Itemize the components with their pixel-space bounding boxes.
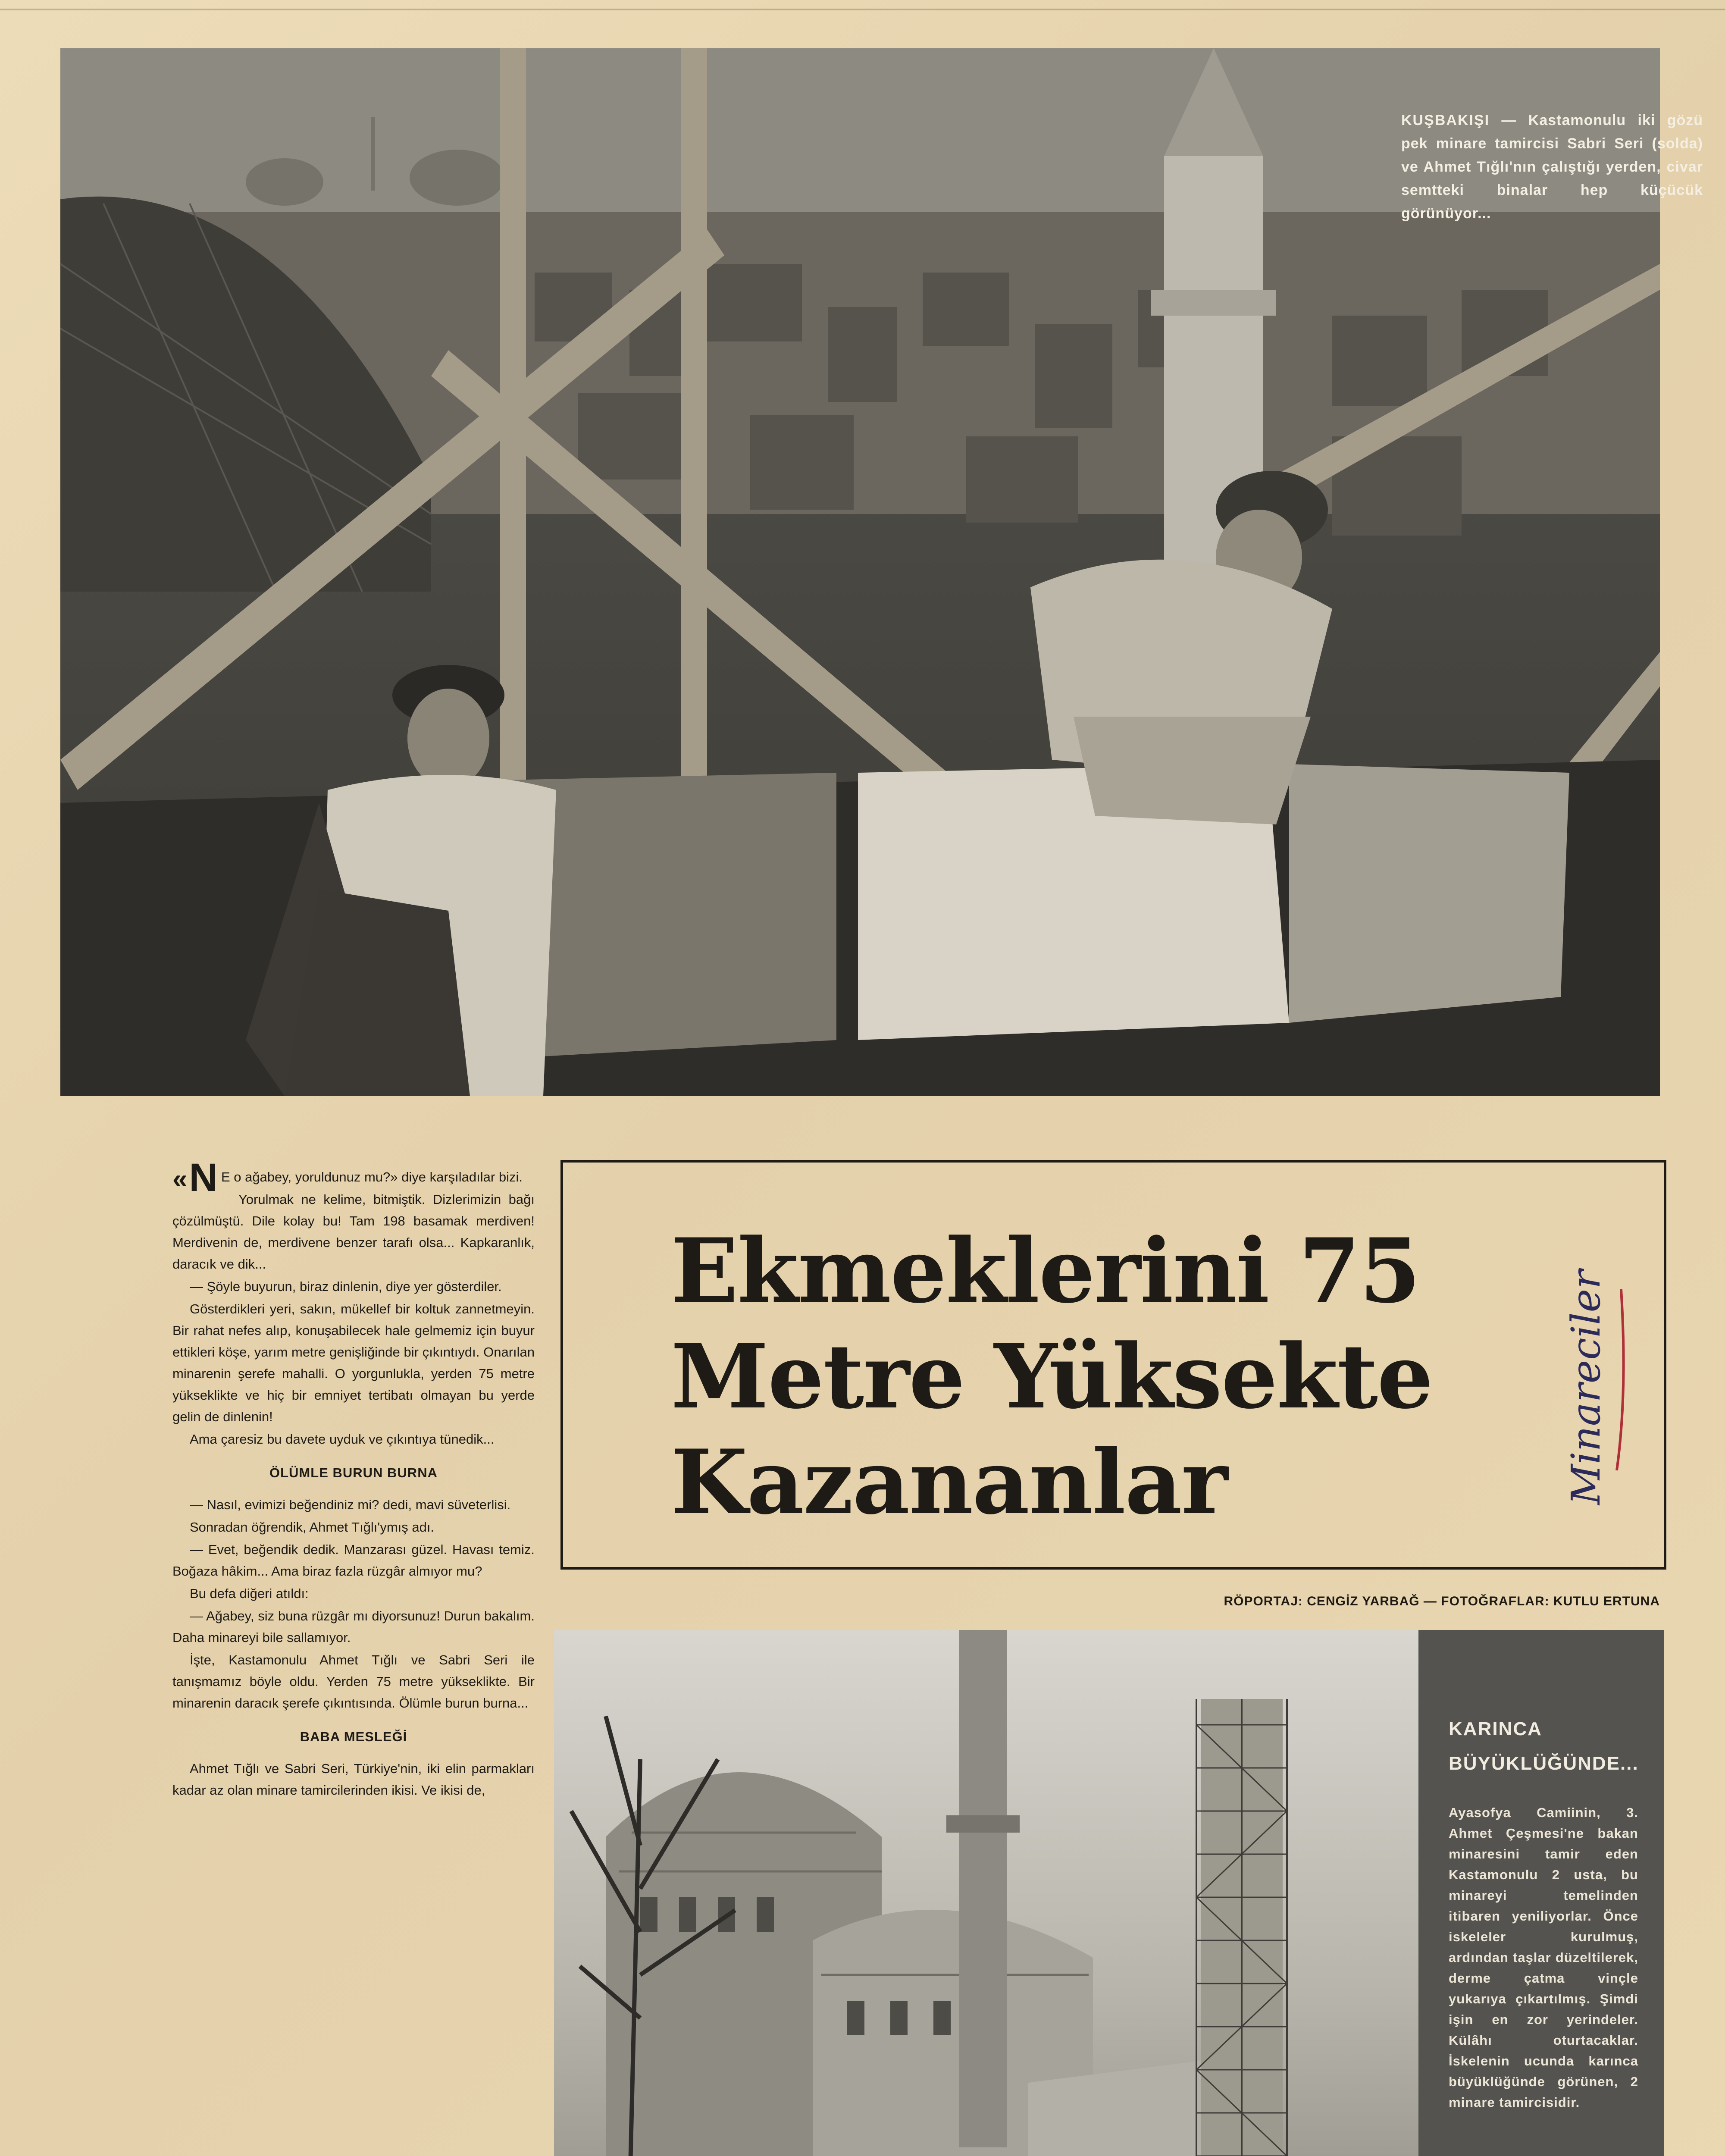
subheading-olumle: ÖLÜMLE BURUN BURNA	[269, 1465, 438, 1480]
article-paragraph-3: — Şöyle buyurun, biraz dinlenin, diye yer gösterdiler.	[190, 1279, 502, 1294]
side-caption-title	[1449, 1712, 1647, 1781]
article-paragraph-5: Ama çaresiz bu davete uyduk ve çıkıntıya tünedik...	[190, 1432, 495, 1447]
article-paragraph-2: Yorulmak ne kelime, bitmiştik. Dizlerimizin bağı çözülmüştü. Dile kolay bu! Tam 198 basamak merdiven! Merdivenin de, merdivene benzer tarafı olsa... Kapkaranlık, daracık ve dik...	[172, 1192, 535, 1272]
caption-lead: KUŞBAKIŞI	[1401, 112, 1490, 128]
side-title-line-1: KARINCA	[1449, 1718, 1542, 1739]
article-paragraph-9: Bu defa diğeri atıldı:	[190, 1586, 309, 1601]
headline-box	[560, 1160, 1666, 1570]
headline-line-3: Kazananlar	[671, 1431, 1227, 1534]
article-paragraph-1	[172, 1156, 535, 1200]
headline-line-2: Metre Yüksekte	[671, 1325, 1433, 1429]
dropcap-letter: N	[189, 1156, 218, 1200]
handwritten-note-text: Minareciler	[1563, 1270, 1609, 1505]
article-paragraph-4: Gösterdikleri yeri, sakın, mükellef bir koltuk zannetmeyin. Bir rahat nefes alıp, konuşabilecek hale gelmemiz için buyur ettikleri köşe, yarım metre genişliğinde bir çıkıntıydı. Onarılan minarenin şerefe mahalli. O yorgunlukla, yerden 75 metre yükseklikte ve hiç bir emniyet tertibatı olmayan bu yerde gelin de dinlenin!	[172, 1301, 535, 1424]
article-paragraph-8: — Evet, beğendik dedik. Manzarası güzel. Havası temiz. Boğaza hâkim... Ama biraz fazla rüzgâr almıyor mu?	[172, 1542, 535, 1579]
handwritten-note-signature	[1552, 1263, 1638, 1522]
bottom-photograph	[554, 1630, 1421, 2156]
top-photo-caption	[1401, 109, 1703, 225]
top-fold-line	[0, 9, 1725, 10]
mosque-minaret-illustration	[554, 1630, 1421, 2156]
byline: RÖPORTAJ: CENGİZ YARBAĞ — FOTOĞRAFLAR: KUTLU ERTUNA	[1224, 1594, 1660, 1608]
side-caption-box	[1418, 1630, 1664, 2156]
article-paragraph-6: — Nasıl, evimizi beğendiniz mi? dedi, mavi süveterlisi.	[190, 1497, 511, 1512]
side-title-line-2: BÜYÜKLÜĞÜNDE...	[1449, 1753, 1639, 1774]
article-paragraph-11: İşte, Kastamonulu Ahmet Tığlı ve Sabri Seri ile tanışmamız böyle oldu. Yerden 75 metre yükseklikte. Bir minarenin daracık şerefe çıkıntısında. Ölümle burun burna...	[172, 1652, 535, 1711]
top-photograph	[60, 48, 1703, 1096]
opening-quote: «	[172, 1164, 188, 1194]
headline-line-1: Ekmeklerini 75	[671, 1219, 1420, 1323]
caption-text: — Kastamonulu iki gözü pek minare tamircisi Sabri Seri (solda) ve Ahmet Tığlı'nın çalıştığı yerden, civar semtteki binalar hep küçücük görünüyor...	[1401, 112, 1703, 222]
article-column	[172, 1156, 535, 2102]
article-paragraph-12: Ahmet Tığlı ve Sabri Seri, Türkiye'nin, iki elin parmakları kadar az olan minare tamircilerinden ikisi. Ve ikisi de,	[172, 1761, 535, 1798]
subheading-baba: BABA MESLEĞİ	[300, 1729, 407, 1744]
paragraph-text: E o ağabey, yoruldunuz mu?» diye karşıladılar bizi.	[221, 1169, 523, 1185]
headline	[671, 1219, 1490, 1536]
article-paragraph-7: Sonradan öğrendik, Ahmet Tığlı'ymış adı.	[190, 1520, 435, 1535]
side-caption-text: Ayasofya Camiinin, 3. Ahmet Çeşmesi'ne bakan minaresini tamir eden Kastamonulu 2 usta, bu minareyi temelinden itibaren yeniliyorlar. Önce iskeleler kurulmuş, ardından taşlar düzeltilerek, derme çatma vinçle yukarıya çıkartılmış. Şimdi işin en zor yerindeler. Külâhı oturtacaklar. İskelenin ucunda karınca büyüklüğünde görünen, 2 minare tamircisidir.	[1449, 1805, 1638, 2110]
article-paragraph-10: — Ağabey, siz buna rüzgâr mı diyorsunuz! Durun bakalım. Daha minareyi bile sallamıyor.	[172, 1608, 535, 1645]
